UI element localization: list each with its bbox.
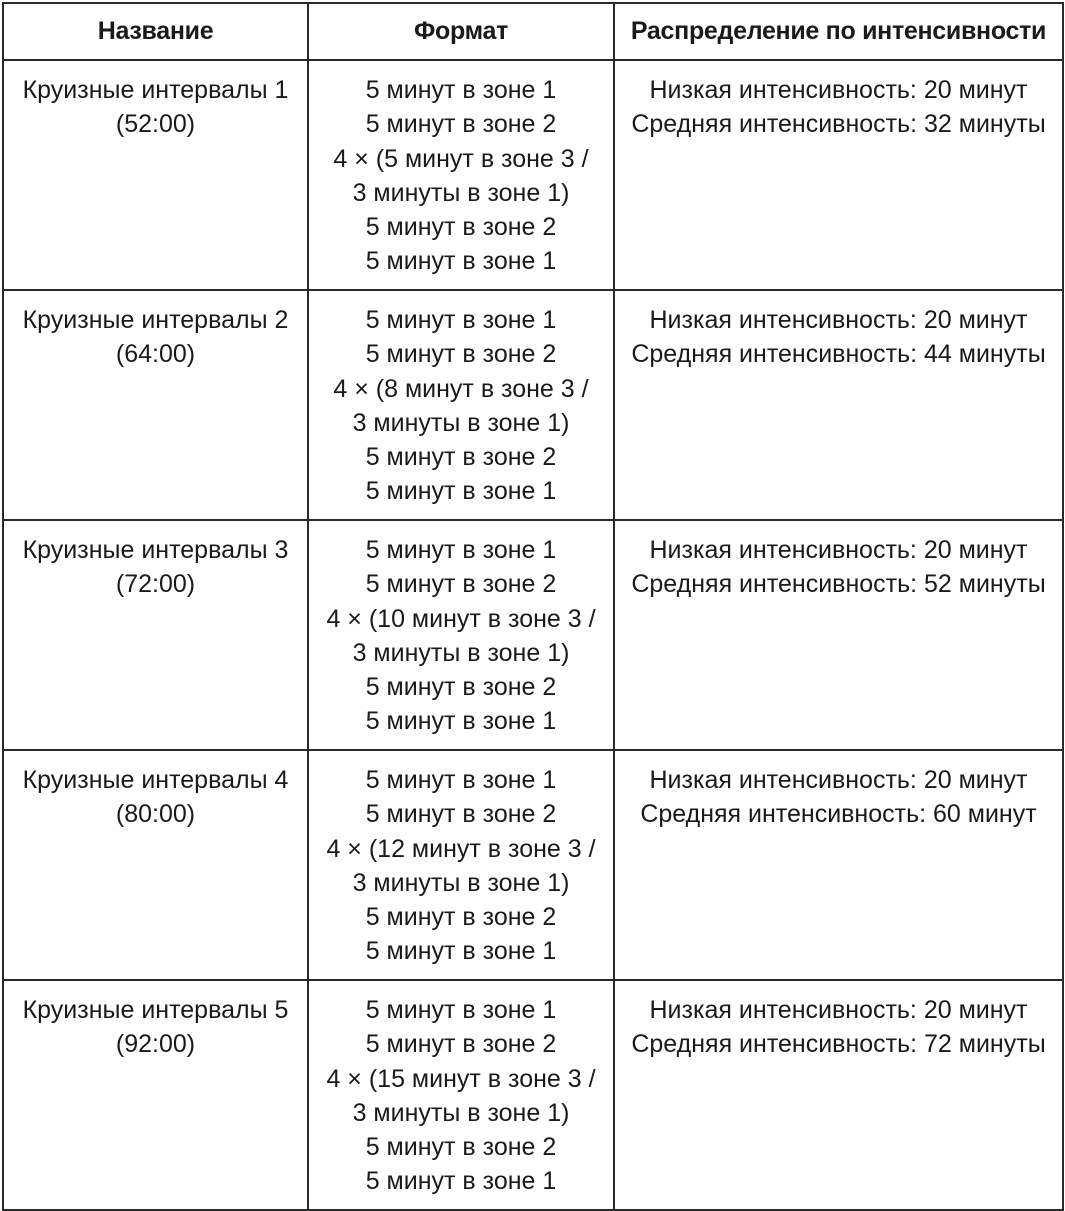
format-line: 4 × (15 минут в зоне 3 / (326, 1064, 596, 1093)
format-line: 5 минут в зоне 2 (365, 800, 557, 829)
format-line: 3 минуты в зоне 1) (352, 408, 570, 437)
workout-name: Круизные интервалы 2 (22, 306, 289, 334)
workout-duration: (52:00) (115, 110, 196, 139)
workouts-table (2, 2, 1064, 1211)
format-cell (308, 60, 614, 290)
header-name: Название (3, 3, 308, 60)
format-line: 5 минут в зоне 2 (365, 1030, 557, 1059)
mid-intensity: Средняя интенсивность: 44 минуты (631, 340, 1046, 369)
name-cell (3, 750, 308, 980)
workout-name: Круизные интервалы 5 (22, 996, 289, 1024)
name-cell (3, 60, 308, 290)
table-row (3, 750, 1063, 980)
distribution-cell (614, 980, 1063, 1210)
format-line: 3 минуты в зоне 1) (352, 1098, 570, 1127)
workout-duration: (92:00) (115, 1030, 196, 1059)
format-line: 3 минуты в зоне 1) (352, 868, 570, 897)
distribution-cell (614, 520, 1063, 750)
low-intensity: Низкая интенсивность: 20 минут (649, 306, 1028, 334)
format-cell (308, 980, 614, 1210)
format-line: 5 минут в зоне 1 (365, 996, 557, 1024)
table-row (3, 290, 1063, 520)
format-line: 5 минут в зоне 2 (365, 110, 557, 139)
format-line: 3 минуты в зоне 1) (352, 178, 570, 207)
name-cell (3, 290, 308, 520)
distribution-cell (614, 60, 1063, 290)
workout-duration: (64:00) (115, 340, 196, 369)
low-intensity: Низкая интенсивность: 20 минут (649, 536, 1028, 564)
format-cell (308, 290, 614, 520)
mid-intensity: Средняя интенсивность: 52 минуты (631, 570, 1046, 599)
format-line: 3 минуты в зоне 1) (352, 638, 570, 667)
format-line: 5 минут в зоне 1 (365, 477, 557, 506)
low-intensity: Низкая интенсивность: 20 минут (649, 996, 1028, 1024)
mid-intensity: Средняя интенсивность: 72 минуты (631, 1030, 1046, 1059)
format-line: 5 минут в зоне 2 (365, 340, 557, 369)
workout-name: Круизные интервалы 3 (22, 536, 289, 564)
low-intensity: Низкая интенсивность: 20 минут (649, 766, 1028, 794)
format-line: 5 минут в зоне 1 (365, 536, 557, 564)
format-line: 5 минут в зоне 2 (365, 673, 557, 702)
low-intensity: Низкая интенсивность: 20 минут (649, 76, 1028, 104)
format-line: 5 минут в зоне 1 (365, 1167, 557, 1196)
name-cell (3, 980, 308, 1210)
table-row (3, 60, 1063, 290)
format-line: 5 минут в зоне 1 (365, 76, 557, 104)
workout-duration: (80:00) (115, 800, 196, 829)
mid-intensity: Средняя интенсивность: 32 минуты (631, 110, 1046, 139)
format-line: 5 минут в зоне 2 (365, 213, 557, 242)
format-line: 5 минут в зоне 1 (365, 766, 557, 794)
header-row (3, 3, 1063, 60)
format-cell (308, 520, 614, 750)
distribution-cell (614, 290, 1063, 520)
format-line: 5 минут в зоне 2 (365, 903, 557, 932)
format-cell (308, 750, 614, 980)
workout-duration: (72:00) (115, 570, 196, 599)
table-row (3, 980, 1063, 1210)
format-line: 5 минут в зоне 1 (365, 306, 557, 334)
format-line: 5 минут в зоне 1 (365, 247, 557, 276)
distribution-cell (614, 750, 1063, 980)
format-line: 5 минут в зоне 2 (365, 570, 557, 599)
format-line: 4 × (12 минут в зоне 3 / (326, 834, 596, 863)
header-distribution: Распределение по интенсивности (614, 3, 1063, 60)
format-line: 5 минут в зоне 1 (365, 707, 557, 736)
format-line: 5 минут в зоне 1 (365, 937, 557, 966)
format-line: 4 × (8 минут в зоне 3 / (333, 374, 589, 403)
table-row (3, 520, 1063, 750)
workout-name: Круизные интервалы 1 (22, 76, 289, 104)
workout-name: Круизные интервалы 4 (22, 766, 289, 794)
name-cell (3, 520, 308, 750)
format-line: 5 минут в зоне 2 (365, 1133, 557, 1162)
format-line: 4 × (5 минут в зоне 3 / (333, 144, 589, 173)
format-line: 4 × (10 минут в зоне 3 / (326, 604, 596, 633)
format-line: 5 минут в зоне 2 (365, 443, 557, 472)
mid-intensity: Средняя интенсивность: 60 минут (640, 800, 1037, 829)
header-format: Формат (308, 3, 614, 60)
